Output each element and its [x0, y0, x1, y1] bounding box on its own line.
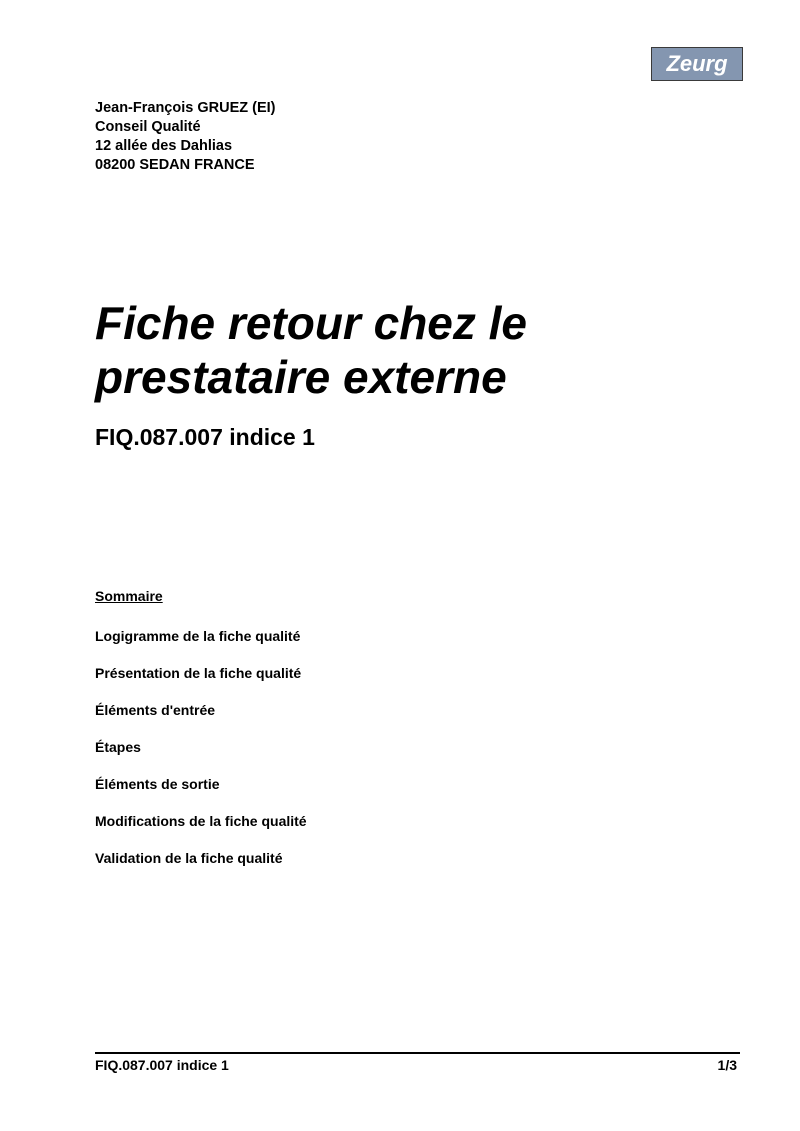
toc-item-etapes: Étapes: [95, 739, 141, 755]
page-number: 1/3: [717, 1057, 737, 1073]
toc-item-presentation: Présentation de la fiche qualité: [95, 665, 302, 681]
company-name: Conseil Qualité: [95, 119, 201, 135]
company-badge: Zeurg: [651, 47, 743, 81]
footer-reference: FIQ.087.007 indice 1: [95, 1057, 229, 1073]
toc-item-elements-sortie: Éléments de sortie: [95, 776, 220, 792]
city-address: 08200 SEDAN FRANCE: [95, 157, 255, 173]
toc-item-validation: Validation de la fiche qualité: [95, 850, 283, 866]
document-reference: FIQ.087.007 indice 1: [95, 424, 315, 450]
toc-item-elements-entree: Éléments d'entrée: [95, 702, 216, 718]
author-name: Jean-François GRUEZ (EI): [95, 100, 276, 116]
toc-item-logigramme: Logigramme de la fiche qualité: [95, 628, 301, 644]
toc-item-modifications: Modifications de la fiche qualité: [95, 813, 307, 829]
toc-heading: Sommaire: [95, 588, 163, 604]
document-title: Fiche retour chez le prestataire externe: [95, 297, 528, 403]
toc-list: [95, 627, 307, 886]
street-address: 12 allée des Dahlias: [95, 138, 233, 154]
address-block: [95, 99, 275, 175]
footer-divider: [95, 1052, 740, 1054]
